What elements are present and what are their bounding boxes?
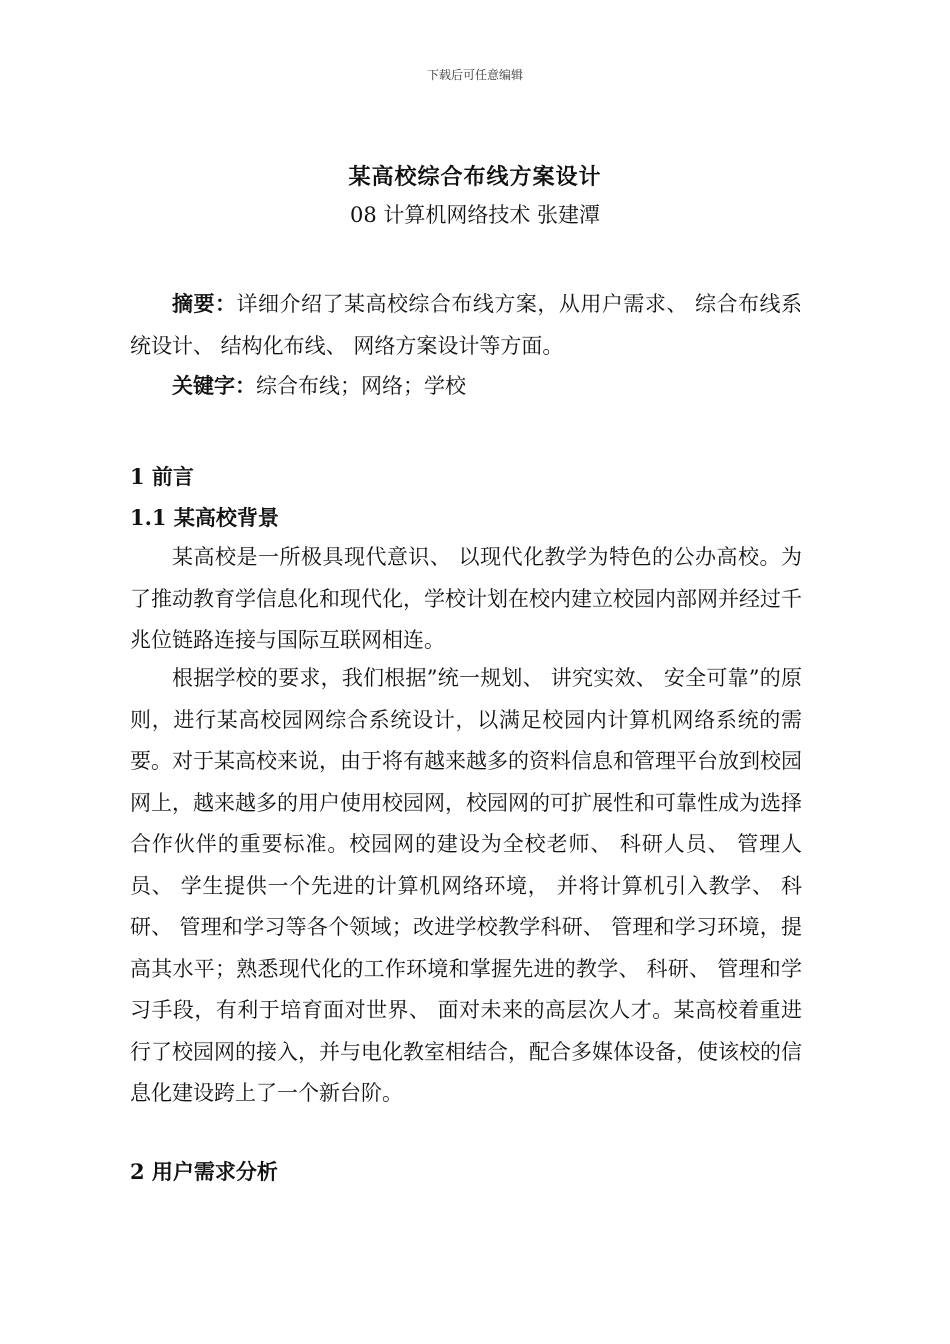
section-heading-1-1: 1.1 某高校背景 — [130, 505, 279, 530]
keywords-text: 综合布线；网络；学校 — [256, 374, 466, 398]
keywords-label: 关键字： — [172, 373, 256, 398]
author-line: 08 计算机网络技术 张建潭 — [349, 203, 601, 227]
header-note: 下载后可任意编辑 — [426, 68, 523, 82]
document-title: 某高校综合布线方案设计 — [348, 164, 602, 190]
abstract-label: 摘要： — [172, 291, 237, 316]
body-paragraph-1: 某高校是一所极具现代意识、 以现代化教学为特色的公办高校。为了推动教育学信息化和现代化，学校计划在校内建立校园内部网并经过千兆位链路连接与国际互联网相连。 — [130, 545, 802, 652]
body-paragraph-2: 根据学校的要求，我们根据”统一规划、 讲究实效、 安全可靠”的原则，进行某高校园网综合系统设计，以满足校园内计算机网络系统的需要。对于某高校来说，由于将有越来越多的资料信息和管理平台放到校园网上，越来越多的用户使用校园网，校园网的可扩展性和可靠性成为选择合作伙伴的重要标准。校园网的建设为全校老师、 科研人员、 管理人员、 学生提供一个先进的计算机网络环境， 并将计算机引入教学、 科研、 管理和学习等各个领域；改进学校教学科研、 管理和学习环境，提高其水平；熟悉现代化的工作环境和掌握先进的教学、 科研、 管理和学习手段，有利于培育面对世界、 面对未来的高层次人才。某高校着重进行了校园网的接入，并与电化教室相结合，配合多媒体设备，使该校的信息化建设跨上了一个新台阶。 — [130, 666, 802, 1105]
abstract-text: 详细介绍了某高校综合布线方案，从用户需求、 综合布线系统设计、 结构化布线、 网络方案设计等方面。 — [130, 292, 802, 358]
section-heading-2: 2 用户需求分析 — [130, 1159, 278, 1184]
keywords-paragraph — [130, 365, 802, 408]
section-heading-1: 1 前言 — [130, 464, 194, 489]
abstract-paragraph — [130, 283, 802, 367]
